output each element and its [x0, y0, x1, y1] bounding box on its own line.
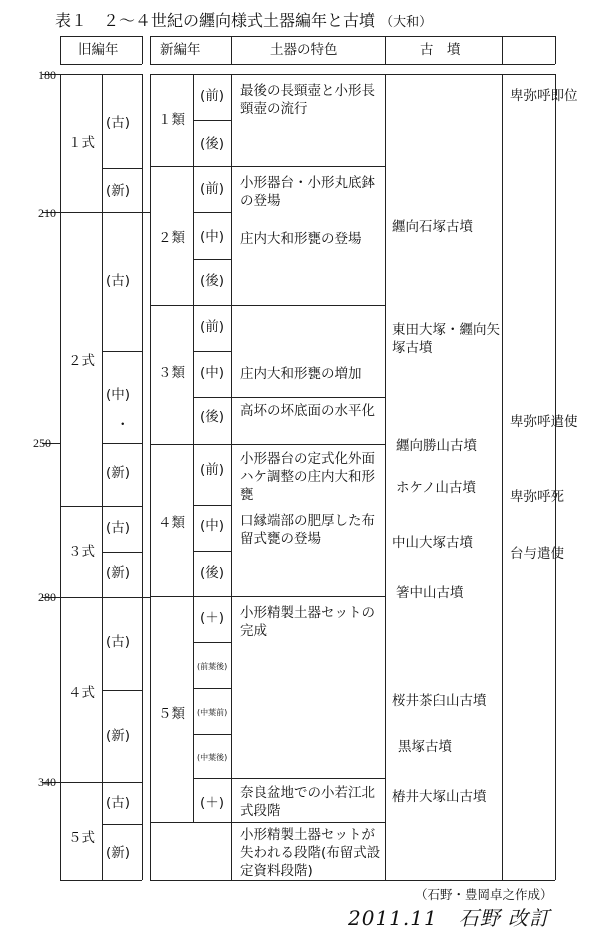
old-sub-dot: ・ [116, 417, 130, 433]
grid-line [102, 824, 142, 825]
kofun-name: 黒塚古墳 [398, 739, 452, 755]
grid-line [150, 822, 385, 823]
grid-line [60, 74, 142, 75]
old-style: ３式 [68, 544, 95, 560]
grid-line [150, 36, 555, 37]
new-sub: (前) [200, 319, 225, 335]
old-sub: (古) [106, 273, 131, 289]
event-text: 卑弥呼遣使 [510, 414, 578, 430]
grid-line [193, 551, 231, 552]
table-title [55, 8, 432, 31]
kofun-name: 東田大塚・纒向矢塚古墳 [392, 322, 500, 356]
new-sub: (中) [200, 365, 225, 381]
grid-line [193, 734, 231, 735]
old-sub: (新) [106, 465, 131, 481]
grid-line [193, 351, 231, 352]
new-sub: (前) [200, 181, 225, 197]
kofun-name: 纒向石塚古墳 [392, 219, 473, 235]
new-sub: (後) [200, 409, 225, 425]
grid-line [60, 880, 142, 881]
new-sub: (前) [200, 462, 225, 478]
feature-text: 小形器台の定式化外面ハケ調整の庄内大和形甕 [240, 451, 375, 503]
grid-line [150, 596, 385, 597]
grid-line [150, 166, 385, 167]
grid-line [102, 168, 142, 169]
kofun-name: 桜井茶臼山古墳 [392, 693, 487, 709]
old-sub: (古) [106, 520, 131, 536]
grid-line [193, 688, 231, 689]
handwritten-signature: 2011.11 石野 改訂 [348, 906, 551, 930]
feature-text: 庄内大和形甕の登場 [240, 231, 362, 247]
grid-line [150, 880, 555, 881]
grid-line [150, 64, 555, 65]
grid-line [385, 74, 386, 880]
old-sub: (古) [106, 634, 131, 650]
new-sub: (前葉後) [197, 662, 228, 671]
new-type: １類 [158, 112, 185, 128]
grid-line [102, 443, 142, 444]
grid-line [555, 36, 556, 64]
old-sub: (古) [106, 795, 131, 811]
year-label: 210 [38, 206, 56, 220]
kofun-name: 中山大塚古墳 [392, 535, 473, 551]
header-old-edition: 旧編年 [78, 42, 119, 58]
title-main: 表１ ２～４世紀の纒向様式土器編年と古墳 [55, 11, 376, 30]
header-kofun: 古 墳 [420, 42, 461, 58]
old-sub: (中) [106, 387, 131, 403]
grid-line [193, 778, 231, 779]
grid-line [150, 305, 385, 306]
old-style: ４式 [68, 685, 95, 701]
grid-line [193, 74, 194, 822]
grid-line [231, 36, 232, 64]
grid-line [231, 74, 232, 880]
old-sub: (新) [106, 845, 131, 861]
grid-line [150, 36, 151, 64]
new-sub: (後) [200, 136, 225, 152]
new-sub: (中葉後) [197, 753, 228, 762]
event-text: 卑弥呼即位 [510, 88, 578, 104]
grid-line [231, 397, 385, 398]
year-tick [142, 597, 150, 598]
feature-text: 最後の長頸壺と小形長頸壺の流行 [240, 83, 375, 117]
grid-line [60, 36, 142, 37]
feature-text: 小形器台・小形丸底鉢の登場 [240, 175, 375, 209]
grid-line [193, 505, 231, 506]
grid-line [150, 74, 151, 880]
old-style: １式 [68, 135, 95, 151]
grid-line [60, 74, 61, 880]
old-sub: (新) [106, 565, 131, 581]
grid-line [102, 690, 142, 691]
grid-line [385, 36, 386, 64]
feature-text: 高坏の坏底面の水平化 [240, 403, 375, 419]
grid-line [193, 120, 231, 121]
grid-line [555, 74, 556, 880]
grid-line [60, 597, 142, 598]
new-type: ４類 [158, 515, 185, 531]
new-sub: (＋) [200, 795, 225, 811]
kofun-name: 箸中山古墳 [396, 585, 464, 601]
event-text: 台与遣使 [510, 546, 564, 562]
feature-text: 小形精製土器セットの完成 [240, 605, 375, 639]
grid-line [102, 552, 142, 553]
grid-line [60, 782, 142, 783]
grid-line [60, 64, 142, 65]
old-style: ２式 [68, 353, 95, 369]
grid-line [60, 36, 61, 64]
feature-text: 庄内大和形甕の増加 [240, 366, 362, 382]
feature-text: 奈良盆地での小若江北式段階 [240, 785, 375, 819]
new-sub: (中葉前) [197, 708, 228, 717]
kofun-name: 椿井大塚山古墳 [392, 789, 487, 805]
year-label: 250 [33, 436, 51, 450]
new-sub: (＋) [200, 610, 225, 626]
old-sub: (新) [106, 728, 131, 744]
old-sub: (新) [106, 183, 131, 199]
year-tick [142, 212, 150, 213]
kofun-name: ホケノ山古墳 [396, 480, 477, 496]
feature-text: 小形精製土器セットが失われる段階(布留式設定資料段階) [240, 827, 381, 879]
new-sub: (後) [200, 273, 225, 289]
kofun-name: 纒向勝山古墳 [396, 438, 477, 454]
grid-line [502, 74, 503, 880]
grid-line [193, 212, 231, 213]
grid-line [142, 36, 143, 64]
year-label: 280 [38, 590, 56, 604]
grid-line [102, 351, 142, 352]
title-sub: （大和） [380, 15, 433, 30]
grid-line [502, 36, 503, 64]
credit-text: （石野・豊岡卓之作成） [415, 887, 553, 902]
old-style: ５式 [68, 830, 95, 846]
new-type: ３類 [158, 365, 185, 381]
grid-line [150, 74, 555, 75]
grid-line [150, 444, 385, 445]
grid-line [102, 74, 103, 880]
header-features: 土器の特色 [270, 42, 338, 58]
new-sub: (後) [200, 565, 225, 581]
grid-line [193, 397, 231, 398]
grid-line [60, 212, 142, 213]
new-sub: (中) [200, 229, 225, 245]
grid-line [60, 506, 142, 507]
year-label: 340 [38, 775, 56, 789]
grid-line [231, 778, 385, 779]
grid-line [193, 642, 231, 643]
new-type: ５類 [158, 706, 185, 722]
new-sub: (中) [200, 518, 225, 534]
header-new-edition: 新編年 [160, 42, 201, 58]
feature-text: 口縁端部の肥厚した布留式甕の登場 [240, 513, 375, 547]
event-text: 卑弥呼死 [510, 489, 564, 505]
new-sub: (前) [200, 88, 225, 104]
old-sub: (古) [106, 115, 131, 131]
new-type: ２類 [158, 230, 185, 246]
grid-line [193, 259, 231, 260]
grid-line [142, 74, 143, 880]
year-label: 180 [38, 68, 56, 82]
